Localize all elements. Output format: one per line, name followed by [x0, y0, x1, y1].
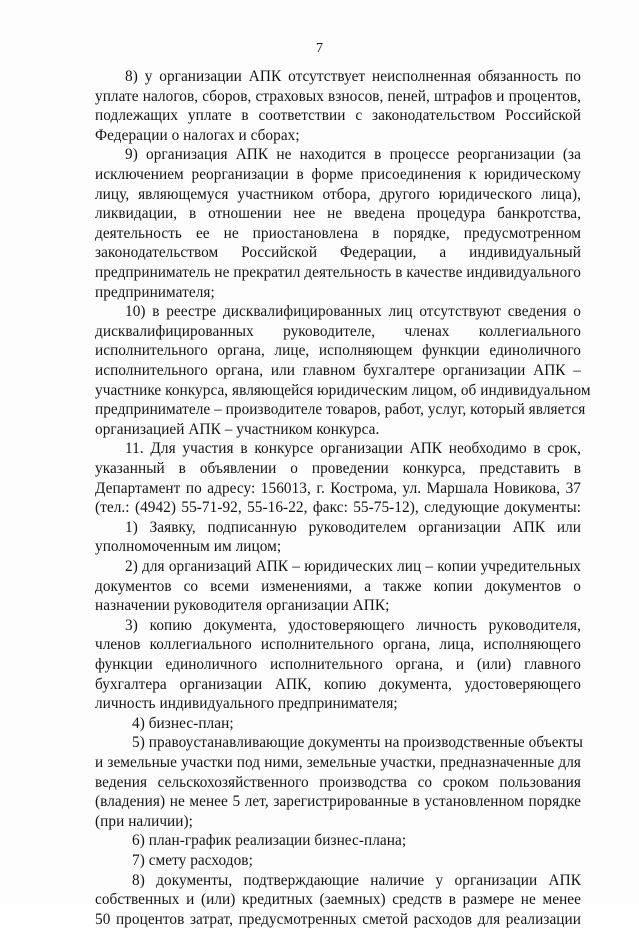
text-line: 10) в реестре дисквалифицированных лиц отсутствуют сведения о: [125, 303, 581, 321]
text-line: исполнительного органа, или главном бухгалтере организации АПК –: [95, 362, 581, 379]
text-line: подлежащих уплате в соответствии с законодательством Российской: [95, 107, 581, 125]
text-line: Департамент по адресу: 156013, г. Кострома, ул. Маршала Новикова, 37: [95, 479, 581, 497]
text-line: (владения) не менее 5 лет, зарегистрированные в установленном порядке: [95, 793, 581, 811]
text-line: личность индивидуального предпринимателя;: [95, 695, 398, 713]
text-line: и земельные участки под ними, земельные участки, предназначенные для: [95, 754, 581, 771]
text-line: собственных и (или) кредитных (заемных) средств в размере не менее: [95, 891, 581, 909]
text-line: лицу, являющемуся участником отбора, другого юридического лица),: [95, 185, 581, 203]
text-line: Федерации о налогах и сборах;: [95, 126, 300, 144]
text-line: организацией АПК – участником конкурса.: [95, 420, 380, 438]
text-line: участнике конкурса, являющейся юридическим лицом, об индивидуальном: [95, 381, 591, 399]
text-line: 6) план-график реализации бизнес-плана;: [132, 832, 407, 850]
text-line: предпринимателя;: [95, 283, 215, 301]
text-line: бухгалтера организации АПК, копию документа, удостоверяющего: [95, 675, 581, 693]
text-line: членов коллегиального исполнительного органа, лица, исполняющего: [95, 636, 581, 654]
text-line: назначении руководителя организации АПК;: [95, 597, 390, 615]
text-line: предприниматель не прекратил деятельность в качестве индивидуального: [95, 264, 581, 281]
text-line: функции единоличного исполнительного органа, и (или) главного: [95, 656, 581, 673]
text-line: 9) организация АПК не находится в процессе реорганизации (за: [125, 146, 581, 164]
text-line: предпринимателе – производителе товаров, работ, услуг, который является: [95, 401, 586, 419]
text-line: деятельность ее не приостановлена в порядке, предусмотренном: [95, 224, 581, 242]
text-line: 3) копию документа, удостоверяющего личность руководителя,: [125, 616, 581, 634]
text-line: 8) документы, подтверждающие наличие у организации АПК: [132, 871, 581, 889]
text-line: 8) у организации АПК отсутствует неисполненная обязанность по: [125, 68, 581, 85]
text-line: 11. Для участия в конкурсе организации АПК необходимо в срок,: [125, 440, 581, 458]
text-line: законодательством Российской Федерации, а индивидуальный: [95, 244, 581, 262]
text-line: ликвидации, в отношении нее не введена процедура банкротства,: [95, 205, 581, 223]
text-line: 4) бизнес-план;: [132, 714, 234, 732]
text-line: 5) правоустанавливающие документы на производственные объекты: [132, 734, 583, 752]
text-line: документов со всеми изменениями, а также копии документов о: [95, 577, 581, 595]
text-line: 50 процентов затрат, предусмотренных сметой расходов для реализации: [95, 910, 581, 928]
text-line: 7) смету расходов;: [132, 852, 253, 869]
text-line: уплате налогов, сборов, страховых взносов, пеней, штрафов и процентов,: [95, 87, 581, 105]
text-line: ведения сельскохозяйственного производства со сроком пользования: [95, 773, 581, 791]
text-line: (при наличии);: [95, 812, 193, 830]
text-line: исполнительного органа, лице, исполняющем функции единоличного: [95, 342, 581, 360]
text-line: дисквалифицированных руководителе, членах коллегиального: [95, 322, 581, 340]
text-line: (тел.: (4942) 55-71-92, 55-16-22, факс: 55-75-12), следующие документы:: [95, 499, 581, 517]
text-line: 1) Заявку, подписанную руководителем организации АПК или: [125, 518, 581, 536]
text-line: 2) для организаций АПК – юридических лиц – копии учредительных: [125, 558, 581, 575]
page-number: 7: [316, 41, 323, 56]
text-line: указанный в объявлении о проведении конкурса, представить в: [95, 460, 581, 477]
text-line: исключением реорганизации в форме присоединения к юридическому: [95, 166, 581, 183]
text-line: уполномоченным им лицом;: [95, 538, 282, 556]
